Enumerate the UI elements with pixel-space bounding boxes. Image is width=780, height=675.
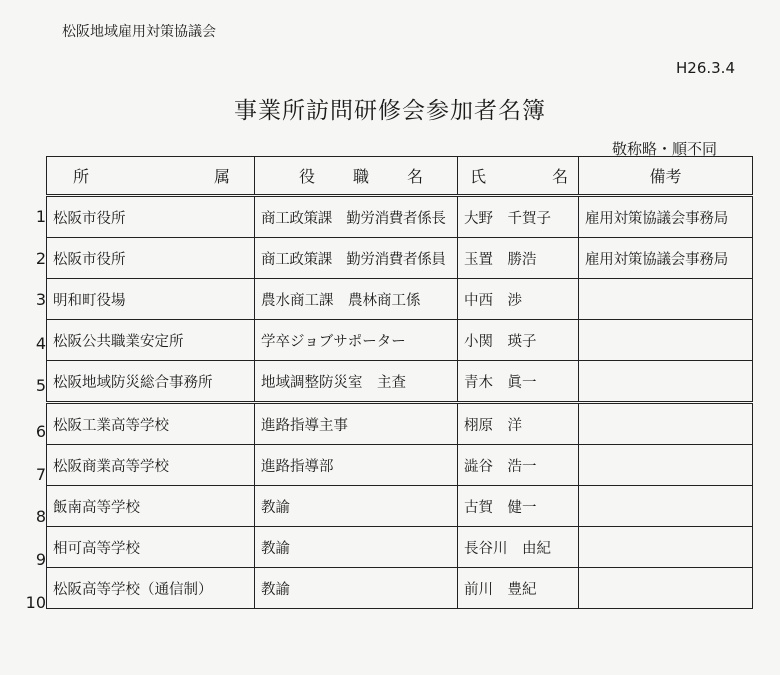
cell-position: 学卒ジョブサポーター [255, 320, 458, 361]
row-number: 3 [35, 290, 46, 309]
row-number: 10 [25, 593, 46, 612]
cell-remarks [579, 279, 753, 320]
table-header-row [47, 157, 753, 196]
cell-position: 商工政策課 勤労消費者係長 [255, 196, 458, 238]
row-number: 7 [35, 465, 46, 484]
cell-affiliation: 松阪公共職業安定所 [47, 320, 255, 361]
table-row [47, 568, 753, 609]
row-number: 6 [35, 422, 46, 441]
table-row [47, 320, 753, 361]
cell-name: 長谷川 由紀 [458, 527, 579, 568]
header-affiliation-char-1: 所 [73, 167, 90, 186]
cell-affiliation: 松阪商業高等学校 [47, 445, 255, 486]
table-row [47, 403, 753, 445]
cell-position: 農水商工課 農林商工係 [255, 279, 458, 320]
cell-remarks [579, 445, 753, 486]
table-row [47, 279, 753, 320]
header-remarks: 備考 [579, 157, 753, 196]
cell-name: 前川 豊紀 [458, 568, 579, 609]
cell-remarks: 雇用対策協議会事務局 [579, 238, 753, 279]
header-position [255, 157, 458, 196]
cell-position: 進路指導主事 [255, 403, 458, 445]
header-position-char-3: 名 [406, 167, 423, 186]
cell-affiliation: 飯南高等学校 [47, 486, 255, 527]
row-number: 4 [35, 334, 46, 353]
header-name [458, 157, 579, 196]
cell-affiliation: 松阪地域防災総合事務所 [47, 361, 255, 403]
row-number: 1 [35, 207, 46, 226]
cell-name: 小関 瑛子 [458, 320, 579, 361]
cell-name: 澁谷 浩一 [458, 445, 579, 486]
cell-affiliation: 明和町役場 [47, 279, 255, 320]
table-row [47, 486, 753, 527]
row-number: 9 [35, 550, 46, 569]
header-affiliation [47, 157, 255, 196]
cell-name: 栩原 洋 [458, 403, 579, 445]
cell-position: 進路指導部 [255, 445, 458, 486]
cell-position: 教諭 [255, 486, 458, 527]
cell-name: 玉置 勝浩 [458, 238, 579, 279]
cell-remarks [579, 403, 753, 445]
organization-name: 松阪地域雇用対策協議会 [62, 24, 216, 40]
document-title: 事業所訪問研修会参加者名簿 [234, 98, 546, 124]
table-row [47, 196, 753, 238]
cell-remarks [579, 527, 753, 568]
honorifics-note: 敬称略・順不同 [612, 140, 718, 158]
table-row [47, 238, 753, 279]
table-row [47, 445, 753, 486]
header-position-char-2: 職 [352, 167, 369, 186]
cell-position: 地域調整防災室 主査 [255, 361, 458, 403]
cell-affiliation: 相可高等学校 [47, 527, 255, 568]
cell-remarks [579, 361, 753, 403]
cell-affiliation: 松阪工業高等学校 [47, 403, 255, 445]
cell-remarks [579, 486, 753, 527]
row-number: 8 [35, 507, 46, 526]
header-name-char-2: 名 [551, 167, 568, 186]
header-affiliation-char-2: 属 [213, 167, 230, 186]
cell-remarks: 雇用対策協議会事務局 [579, 196, 753, 238]
row-number: 5 [35, 376, 46, 395]
cell-name: 古賀 健一 [458, 486, 579, 527]
header-name-char-1: 氏 [470, 167, 487, 186]
cell-name: 青木 眞一 [458, 361, 579, 403]
cell-remarks [579, 320, 753, 361]
document-date: H26.3.4 [676, 59, 735, 77]
row-number: 2 [35, 249, 46, 268]
cell-position: 商工政策課 勤労消費者係員 [255, 238, 458, 279]
cell-affiliation: 松阪高等学校（通信制） [47, 568, 255, 609]
participant-table [46, 156, 753, 609]
cell-position: 教諭 [255, 568, 458, 609]
cell-affiliation: 松阪市役所 [47, 238, 255, 279]
cell-name: 大野 千賀子 [458, 196, 579, 238]
table-row [47, 361, 753, 403]
cell-name: 中西 渉 [458, 279, 579, 320]
header-position-char-1: 役 [299, 167, 316, 186]
cell-affiliation: 松阪市役所 [47, 196, 255, 238]
cell-position: 教諭 [255, 527, 458, 568]
cell-remarks [579, 568, 753, 609]
table-row [47, 527, 753, 568]
